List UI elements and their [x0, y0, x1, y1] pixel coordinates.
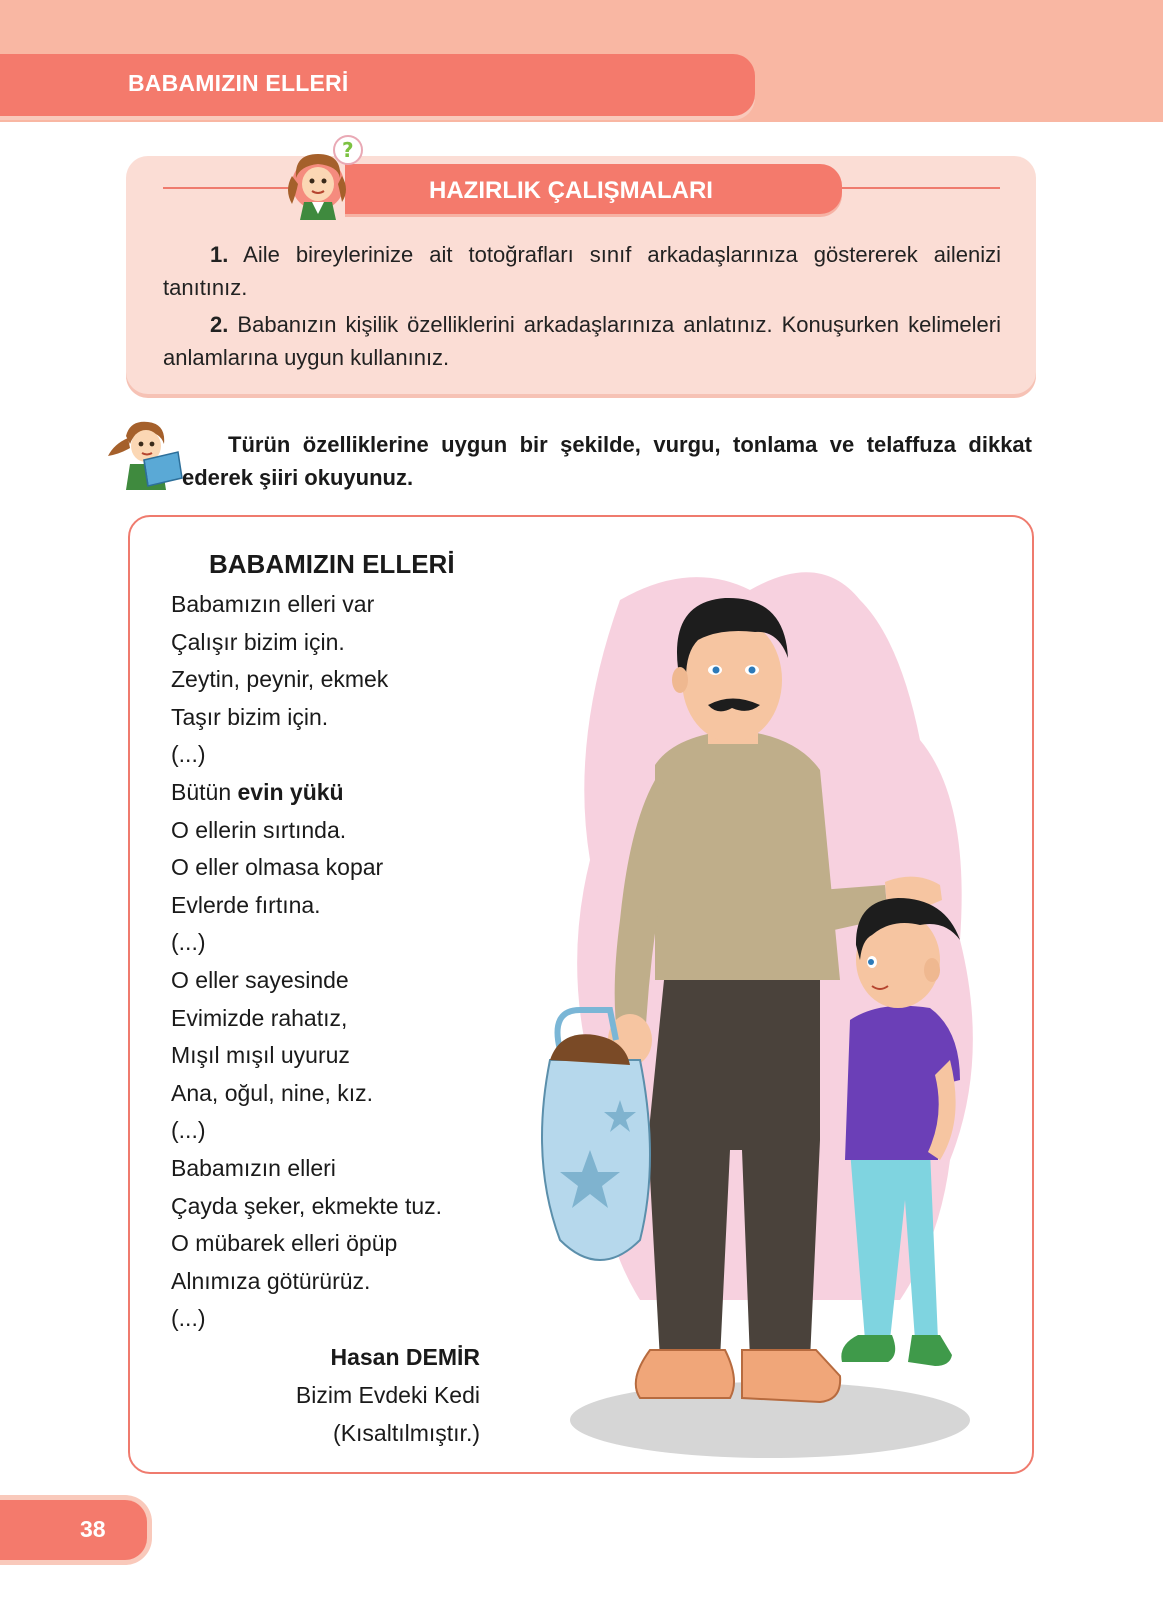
item-text: Aile bireylerinize ait totoğrafları sınıf arkadaşlarınıza göstererek ailenizi tanıtınız. — [163, 242, 1001, 300]
poem-bold-phrase: evin yükü — [237, 778, 344, 805]
poem-line: Taşır bizim için. — [171, 703, 329, 730]
poem-line-start: Bütün — [171, 778, 232, 805]
poem-line: O eller sayesinde — [171, 966, 349, 993]
poem-line — [171, 774, 442, 812]
page-number: 38 — [80, 1516, 106, 1542]
poem-line: Mışıl mışıl uyuruz — [171, 1042, 350, 1069]
poem-line: Çalışır bizim için. — [171, 628, 345, 655]
poem-source: Bizim Evdeki Kedi — [295, 1382, 480, 1408]
poem-line: Evlerde fırtına. — [171, 891, 321, 918]
poem-line: O mübarek elleri öpüp — [171, 1230, 398, 1257]
poem-line: Ana, oğul, nine, kız. — [171, 1079, 374, 1106]
poem-text — [171, 586, 442, 1338]
poem-line: Alnımıza götürürüz. — [171, 1267, 371, 1294]
poem-line: (...) — [171, 1117, 206, 1144]
poem-author: Hasan DEMİR — [330, 1344, 480, 1370]
poem-line: (...) — [171, 741, 206, 768]
page-number-tab — [0, 1500, 147, 1560]
poem-line: Evimizde rahatız, — [171, 1004, 348, 1031]
reading-girl-icon — [100, 418, 190, 492]
poem-line: Babamızın elleri — [171, 1154, 336, 1181]
poem-line: Babamızın elleri var — [171, 591, 375, 617]
poem-line: O eller olmasa kopar — [171, 854, 384, 881]
poem-title: BABAMIZIN ELLERİ — [209, 549, 455, 579]
item-number: 1. — [210, 242, 229, 267]
reading-instruction: Türün özelliklerine uygun bir şekilde, vurgu, tonlama ve telaffuza dikkat ederek şiiri okuyunuz. — [182, 432, 1032, 490]
preparation-list — [163, 238, 1001, 378]
poem-line: (...) — [171, 929, 206, 956]
poem-line: O ellerin sırtında. — [171, 816, 347, 843]
preparation-header — [345, 164, 842, 214]
poem-line: Zeytin, peynir, ekmek — [171, 666, 389, 693]
preparation-title: HAZIRLIK ÇALIŞMALARI — [429, 177, 713, 204]
poem-note: (Kısaltılmıştır.) — [333, 1420, 480, 1446]
chapter-title-tab — [0, 54, 755, 116]
svg-text:?: ? — [342, 138, 354, 162]
father-son-illustration — [520, 540, 1020, 1465]
thinking-girl-icon — [280, 134, 390, 220]
chapter-title: BABAMIZIN ELLERİ — [128, 70, 349, 96]
poem-line: Çayda şeker, ekmekte tuz. — [171, 1192, 443, 1219]
divider-line — [838, 187, 1000, 189]
item-number: 2. — [210, 312, 229, 337]
preparation-item — [163, 238, 1001, 304]
preparation-item — [163, 308, 1001, 374]
item-text: Babanızın kişilik özelliklerini arkadaşlarınıza anlatınız. Konuşurken kelimeleri anlamlarına uygun kullanınız. — [163, 312, 1001, 370]
poem-line: (...) — [171, 1305, 206, 1332]
